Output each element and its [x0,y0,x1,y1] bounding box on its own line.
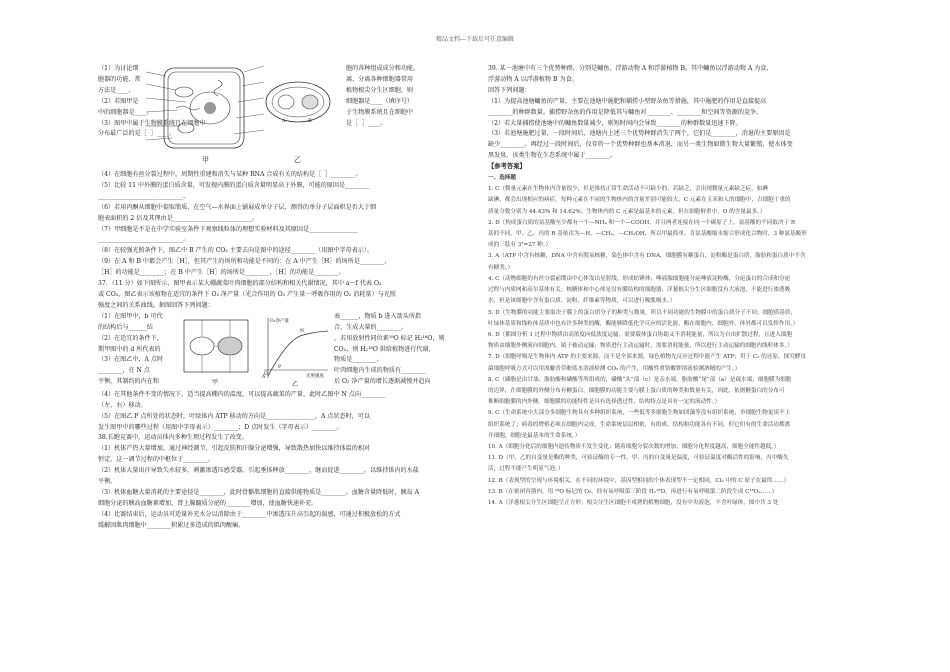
q-line: 38.长跑竞赛中，运动员体内多种生理过程发生了改变。 [98,434,248,442]
q37-sub-left [98,312,178,388]
answers-block [488,173,854,509]
svg-text:B: B [308,118,312,124]
q-line: 叶肉细胞内生成的物质有________ [334,367,426,375]
fig-label-yi: 乙 [294,156,301,164]
answer-line: 14. A（洋葱根尖分生区细胞呈正方形；根尖分生区细胞不成熟的植物细胞，没有中央液泡，不含叶绿体，图中共 3 处 [488,499,779,506]
answers-title: 【参考答案】 [488,163,526,171]
answer-line: 的边界，在细胞膜的外侧分布有糖蛋白，细胞膜的功能主要与膜上蛋白质的种类和数量有关，因此，依据糖蛋白的分布可 [488,387,785,394]
q-line: （5）比较 11 中外膜的蛋白质含量，可发现内膜的蛋白质含量明显高于外膜，可能的原因是________ [98,181,370,189]
svg-text:A: A [282,118,286,124]
q-line: （3）机体血糖大量消耗的主要途径是________，此时骨骼肌细胞的直接供能物质是________。血糖含量降低时，胰岛 A [98,488,419,496]
q-line: 恒定，这一调节过程的中枢位于________。 [98,456,214,464]
q39-line: （2）若大量捕捞使池塘中的鳙鱼数量减少，则短时间内会导致________的种群数量迅速下降。 [488,119,742,127]
q-line: 是［ ］____。 [346,119,387,127]
answer-line: 9. C（生命系统中大部分多细胞生物具有多种组织系统，一些低等多细胞生物如团藻等没有组织系统，单细胞生物更谈不上 [488,410,791,417]
q37-line: 或 CO₂，图乙表示该植物在适宜的条件下 O₂ 净产量（光合作用的 O₂ 产生量－呼吸作用的 O₂ 消耗量）与光照 [98,290,396,298]
q-line: 植物根尖分生区细胞，则 [346,86,414,94]
answer-line: 活，过程不能产生明显气泡。） [488,466,564,473]
q-line: 分布最广泛的是［ ］____。 [98,130,175,138]
q-line: ［H］的功能是________；在 B 中产生［H］的场所是________，［H］的功能是________。 [98,269,345,277]
svg-text:A: A [262,374,266,380]
q-line: 胞的各种组成成分和功能， [346,65,420,72]
right-column [488,64,854,509]
answer-line: 组织系统了；病毒的增殖必须在细胞内完成，生命系统层层相依，有组成、结构和功能各有不同，但它们有的生命活动都离 [488,421,791,428]
answers-section-head: 一、选择题 [488,175,516,182]
fig-label-jia2: 甲 [212,378,219,386]
q-line: 的结构后与______结 [98,323,153,331]
page-header: 精品文档---下载后可任意编辑 [435,36,515,43]
q-line: ，若用放射性同位素¹⁸O 标记 H₂¹⁸O，则 [334,334,445,342]
answer-line: 开细胞，细胞是最基本的生命系统。） [488,432,581,439]
q-line: 发生图甲中的哪些过程（用图中字母表示）________；D 点时发生（字母表示）________。 [98,423,343,431]
answer-line: 菌细胞呼吸方式可以用溴麝香草酚蓝水溶液检测 CO₂ 的产生，用酸性重铬酸钾溶液检测酒精的产生。） [488,365,741,372]
q-line: （5）在图乙 P 点所处的状态时，叶绿体内 ATP 移动的方向是________________，A 点状态时，可以 [98,412,370,420]
answer-line: 7. D（细胞呼吸是生物体内 ATP 的主要来源，而不是全部来源，绿色植物光反应过程中能产生 ATP；用于 C₃ 的还原，探究酵母 [488,354,806,361]
q37-figure-block [98,312,466,390]
answer-line: 过程与内质网和高尔基体有关；核糖体和中心体是没有膜结构的细胞器；洋葱根尖分生区细胞没有大液泡，不能进行渗透吸 [488,287,791,294]
answer-line: 成的三肽有 3³=27 种。） [488,242,552,249]
q-line: （2）在适宜的条件下， [98,334,163,342]
q39-line: （1）为提高池塘鳙鱼的产量，主要在池塘中施肥和捕捞小型野杂鱼等措施，其中施肥的作用是直接提高 [488,97,767,105]
answer-line: 13. B（在密闭容器内，用 ¹⁸O 标记的 O₂，经有氧呼吸第三阶段 H₂¹⁸O，再进行有氧呼吸第二阶段生成 C¹⁸O₂……） [488,488,778,495]
q-line: 胞表面积的 2 倍及其理由是__________________________。 [98,214,259,222]
q-line: 于生物膜系统且在细胞中 [346,108,414,116]
q-line: （8）在较强光照条件下，图乙中 B 产生的 CO₂ 主要去向是图中的途径________（用图中字母表示）。 [98,247,373,255]
q-line: （1）在图甲中，b 可代 [98,312,163,320]
q-line: 期甲图中的 d 所代表的 [98,345,161,353]
photosynthesis-figure [182,314,332,388]
answer-line: 12. B（表现型的呈现与环境相关，在不同的环境中，基因型相同的个体表现型不一定相同，Cl₃ 中的 C 原子在最终……） [488,477,790,484]
q37-sub-right [334,312,468,388]
answer-line: 10. A（细胞分化后的细胞内遗传物质不发生变化；随着细胞分裂次数的增加，细胞分化程度越高，细胞全能性越低。） [488,443,780,450]
q39-line: 浮游动物 A 以浮游植物 B 为食。 [488,75,578,83]
svg-text:O₂净产量: O₂净产量 [270,318,289,324]
q-line: ____________________________。 [98,192,190,200]
q-line: 物质是________。 [334,356,383,364]
q-line: 细胞器是____（填序号） [346,97,414,105]
q-line: （2）机体大量出汗导致失水较多，刺激渗透压感受器，引起垂体释放________，继而促进________，以维持体内的水盐 [98,467,419,475]
q-line: （4）在细胞有丝分裂过程中，周期性重建和消失与某种 RNA 合成有关的结构是［ ］________。 [98,171,362,178]
q-line: （4）在其他条件不变的情况下，适当提高棚内的温度，可以提高蔬菜的产量，此时乙图中 N 点向________ [98,390,386,398]
answer-line: 缺碘，都会出现相应的病症。每种元素在不同的生物体内的含量差别可能较大，C 元素在玉米和人的细胞中，占细胞干重的 [488,197,791,204]
q39-line: 回答下列问题： [488,86,531,94]
q37-line: 37．（11 分）如下图所示，图甲表示某大棚蔬菜叶肉细胞的部分结构和相关代谢情况，其中 a～f 代表 O₂ [98,280,382,288]
answer-line: 质量分数分别为 44.43% 和 14.62%；生物体内的 C 元素是最基本的元素，但在细胞鲜重中，O 的含量最多。） [488,208,766,215]
q-line: （1）为讨论细 [98,65,139,72]
q-line: 胞器的功能，常 [98,75,141,83]
svg-text:光照强度: 光照强度 [306,373,324,379]
q39-line: 39. 某一池塘中有三个优势种群，分别是鳙鱼、浮游动物 A 和浮游植物 B，其中鳙鱼以浮游动物 A 为食， [488,65,773,72]
fig-label-yi2: 乙 [292,380,299,388]
answer-line: 4. C（动物细胞的有丝分裂前期由中心体发出星射线，形成纺锤体；唾液腺细胞能分泌唾液淀粉酶，分泌蛋白的合成和分泌 [488,275,791,282]
q-line: （4）比赛结束后，运动员可适量补充水分以消除由于________中渗透压升高引起的渴感，可通过积极放松的方式 [98,510,401,518]
q-line: 后 O₂ 净产量的增长逐渐减慢并趋向 [334,378,431,386]
svg-text:O: O [264,371,268,377]
q-line: 表______，物质 b 进入箭头所指 [334,312,421,320]
q-line: （1）机体产热大量增加，通过神经调节，引起皮肤和汗腺分泌增强，导致散热加快以维持体温的相对 [98,445,371,453]
answer-line: 5. D（生物膜的功能主要取决于膜上的蛋白质分子的种类与数量，所以不同功能的生物膜中的蛋白质分子不同；细胞质基质、 [488,309,797,316]
q-line: 平衡。 [98,478,117,486]
q39-line: 缺少________。再经过一段时间后，仅存的一个优势种群也基本消退，而另一类生物如微生物大量繁殖，使水体变 [488,141,793,149]
q39-line: ________的种群数量。捕捞野杂鱼的作用是降低其与鳙鱼对________、________和空间等资源的竞争。 [488,108,763,116]
fig-label-jia: 甲 [202,156,209,164]
q39-line: 黑发臭，该类生物在生态系统中属于________。 [488,152,616,160]
q-line: （3）在图乙中，A 点时 [98,356,164,364]
answer-line: 基的不同，甲、乙、丙的 R 基依次为—H、—CH₃、—CH₂OH，所以甲最简单，肯氨基酸缩水缩合形成化合物时，3 种氨基酸形 [488,231,807,238]
cell-figure-block [98,64,466,170]
cell-diagram [146,62,336,170]
q-line: （左、右）移动。 [98,401,147,409]
answer-line: 水，但是该细胞中含有蛋白质、淀粉、纤维素等物质，可以进行吸胀吸水。） [488,298,676,305]
q-line: 中的细胞器是____。 [98,108,153,116]
svg-text:N: N [300,328,304,334]
q-line: 离、分离各种细胞器常用 [346,75,414,83]
q-line: （7）甲细胞是不是在中学实验室条件下观察线粒体的理想实验材料及其原因是________________ [98,225,358,233]
answer-line: 11. D（甲、乙的自变量是酶的种类，可验证酶的专一性，甲、丙的自变量是温度，可验证温度对酶活性的影响，丙中酶失 [488,455,789,462]
q39-line: （3）若池塘施肥过量，一段时间后，池塘内上述三个优势种群消失了两个，它们是________，消退的主要原因是 [488,130,791,138]
answer-line: 物质由细胞外侧流向细胞内，属于被动运输；物质进行主动运输时，需要消耗能量，所以进行主动运输的细胞内线粒体多。） [488,343,793,350]
answer-line: 有糖类。） [488,264,514,271]
answer-line: 叶绿体基质和线粒体基质中也有许多种类的酶，酶能够降低化学反应的活化能，酶在细胞内、细胞外、体外都可以发挥作用。） [488,320,799,327]
left-column [98,64,466,532]
answer-line: 推断细胞膜的内外侧。细胞膜的功能特性是具有选择透过性，结构特点是具有一定的流动性。） [488,399,721,406]
q37-line: 强度之间的关系曲线。据图回答下列问题： [98,301,214,309]
answer-line: 3. A（ATP 中含有核糖，DNA 中含有脱氧核糖，染色体中含有 DNA，细胞膜有糖蛋白，淀粉酶是蛋白质，脂肪和蛋白质中不含 [488,253,806,260]
answer-line: 6. D（都图分析 1 过程中物质由高浓度向低浓度运输，需要载体蛋白协助又不消耗能量，所以为自由扩散过程，且进入细胞 [488,331,792,338]
q1-text-right [346,64,466,129]
svg-text:P: P [278,364,282,370]
q-line: 缓解因肌肉细胞中________积累过多造成的肌肉酸痛。 [98,521,245,529]
q-line: （3）图甲中属于生物膜系统且在细胞中 [98,119,206,127]
answer-line: 8. C（磷脂是由甘油、脂肪酸和磷酸等所组成的，磷酸“头”部（c）是亲水端，脂肪酸“尾”部（a）是疏水端，细胞膜为细胞 [488,376,792,383]
answer-line: 1. C（微量元素在生物体内含量很少，但是维持正常生命活动不可缺少的，若缺乏，会出现微量元素缺乏症，如碘 [488,186,768,193]
q-line: ________，在 N 点 [98,367,150,375]
q-line: （9）在 A 和 B 中都会产生［H］，但其产生的场所和功能是不同的：在 A 中产生［H］的场所是________， [98,258,391,266]
q-line: （2）若图甲是 [98,97,139,105]
answer-line: 2. D（构成蛋白质的氨基酸至少都有一个—NH₂ 和一个—COOH，并且两者连接在同一个碳原子上。氨基酸的不同取决于 R [488,219,796,226]
q-line: 细胞分泌的胰高血糖素增加，肾上腺髓质分泌的________增加，使血糖快速补充。 [98,499,318,507]
q-line: （6）若用丙酮从细胞中提取脂质，在空气—水界面上铺展成单分子层，测得的单分子层面积是否大于细 [98,203,377,211]
q-line: ____________________________。 [98,236,190,244]
q-line: 平衡，其制约的内在和 [98,378,159,386]
q-line: 合，生成大量的________。 [334,323,408,331]
q-line: 方法是____。 [98,86,135,94]
q-line: CO₂，则 H₂¹⁸O 供给植物进行代谢， [334,345,435,353]
